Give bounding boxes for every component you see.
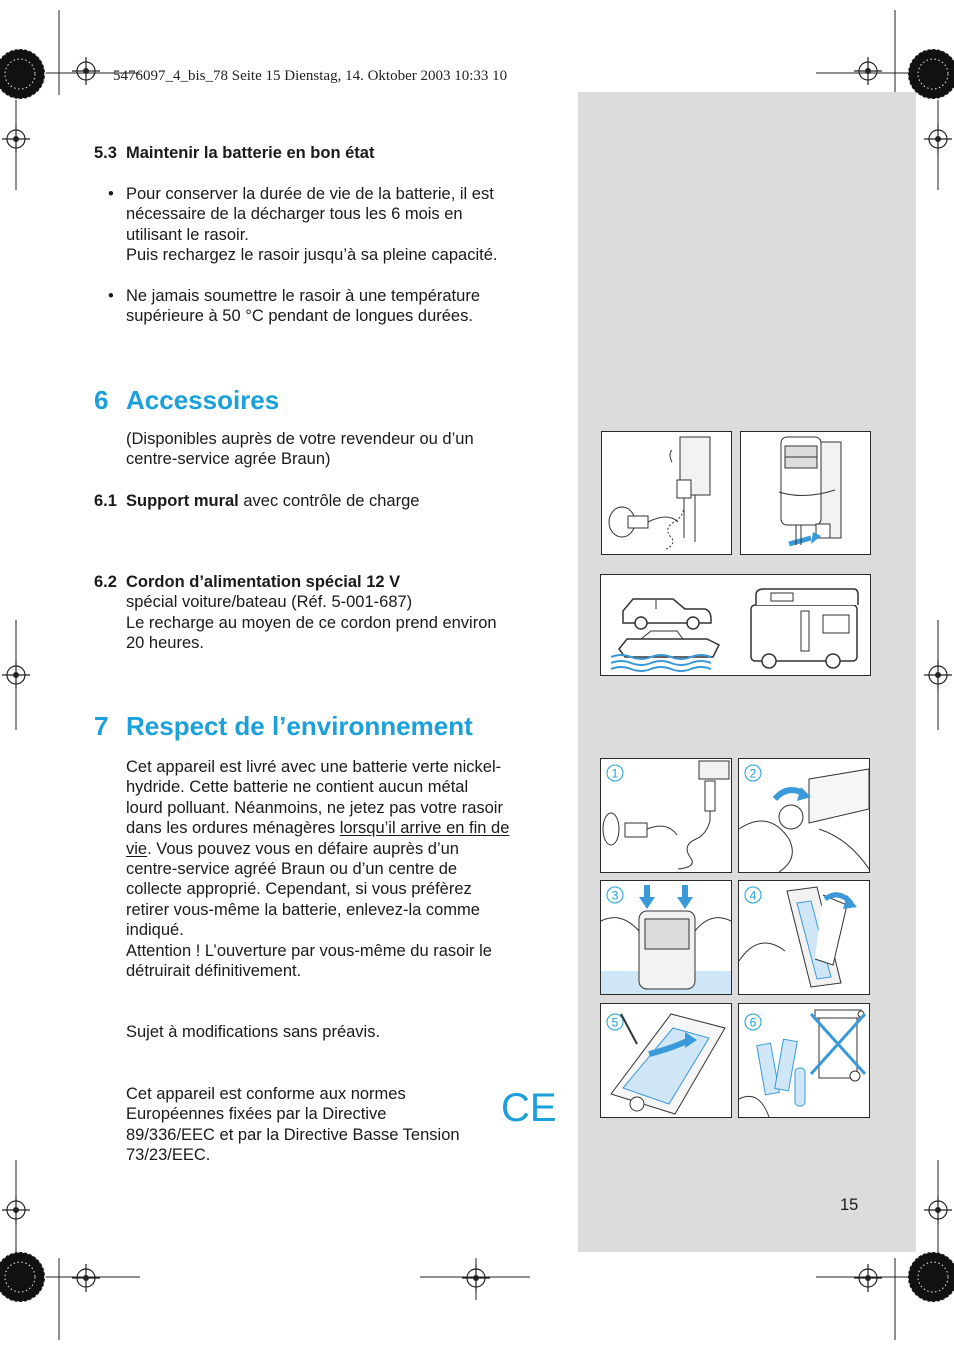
bullet-line: Pour conserver la durée de vie de la batterie, il est [126, 185, 494, 203]
step-number-3: 3 [611, 888, 619, 903]
ce-mark-icon [500, 1084, 557, 1130]
item-6-1-number: 6.1 [94, 492, 117, 510]
section-6-intro [126, 429, 546, 470]
section-7-title: Respect de l’environnement [126, 711, 473, 741]
body-line: indiqué. [126, 921, 184, 940]
step-number-1: 1 [611, 766, 619, 781]
step-figure-4 [738, 880, 870, 995]
body-line: lourd polluant. Néanmoins, ne jetez pas votre rasoir [126, 798, 503, 817]
modification-notice: Sujet à modifications sans préavis. [126, 1023, 381, 1041]
item-6-1-title: Support mural [126, 492, 239, 510]
bullet-line: Puis rechargez le rasoir jusqu’à sa pleine capacité. [126, 246, 498, 265]
section-5-3-title: Maintenir la batterie en bon état [126, 144, 375, 162]
bullet-line: utilisant le rasoir. [126, 225, 249, 244]
item-6-2-number: 6.2 [94, 573, 117, 591]
body-text-segment: . Vous pouvez vous en défaire auprès d’un [147, 839, 459, 858]
conformity-line: 89/336/EEC et par la Directive Basse Tension [126, 1125, 460, 1144]
conformity-line: Européennes fixées par la Directive [126, 1105, 387, 1124]
body-line: retirer vous-même la batterie, enlevez-la comme [126, 900, 480, 919]
body-line: Cet appareil est livré avec une batterie verte nickel- [126, 758, 502, 776]
step-number-4: 4 [749, 888, 757, 903]
body-line: centre-service agréé Braun ou d’un centre de [126, 860, 458, 879]
section-6-title: Accessoires [126, 385, 280, 415]
bullet-line: nécessaire de la décharger tous les 6 mois en [126, 205, 463, 224]
body-text-segment: dans les ordures ménagères [126, 819, 340, 838]
step-figure-5 [600, 1003, 732, 1118]
step-figure-3 [600, 880, 732, 995]
underlined-text: vie [126, 839, 148, 858]
section-5-3-number: 5.3 [94, 144, 117, 162]
item-6-2-line: spécial voiture/bateau (Réf. 5-001-687) [126, 593, 413, 612]
item-6-2-title: Cordon d’alimentation spécial 12 V [126, 573, 401, 591]
section-7-number: 7 [94, 711, 109, 741]
item-6-1 [126, 491, 419, 511]
page-number: 15 [840, 1196, 859, 1214]
section-6-number: 6 [94, 385, 109, 415]
section-7-body [126, 757, 556, 981]
step-figure-1 [600, 758, 732, 873]
bullet-symbol: • [108, 185, 114, 203]
conformity-text [126, 1084, 506, 1166]
body-line: collecte approprié. Cependant, si vous préfèrez [126, 880, 472, 899]
body-line: hydride. Cette batterie ne contient aucun métal [126, 778, 469, 797]
bullet-symbol: • [108, 287, 114, 305]
step-number-6: 6 [749, 1015, 757, 1030]
ce-mark-text: CE [501, 1086, 557, 1130]
item-6-2-line: Le recharge au moyen de ce cordon prend environ [126, 613, 497, 632]
intro-line: (Disponibles auprès de votre revendeur ou d’un [126, 430, 474, 448]
bullet-line: Ne jamais soumettre le rasoir à une température [126, 287, 480, 305]
intro-line: centre-service agrée Braun) [126, 450, 331, 469]
bullet-item [126, 286, 546, 327]
step-number-2: 2 [749, 766, 757, 781]
bullet-line: supérieure à 50 °C pendant de longues durées. [126, 307, 473, 326]
item-6-1-rest: avec contrôle de charge [238, 492, 420, 510]
body-line: Attention ! L’ouverture par vous-même du rasoir le [126, 941, 492, 960]
body-line [126, 839, 556, 859]
step-figure-6 [738, 1003, 870, 1118]
bullet-item [126, 184, 546, 266]
item-6-2 [126, 572, 546, 654]
conformity-line: 73/23/EEC. [126, 1146, 211, 1165]
car-boat-camper-figure [600, 574, 871, 676]
step-number-5: 5 [611, 1015, 619, 1030]
body-line [126, 818, 556, 838]
shaver-in-holder-figure [740, 431, 871, 555]
print-header: 5476097_4_bis_78 Seite 15 Dienstag, 14. Oktober 2003 10:33 10 [113, 68, 508, 84]
step-figure-2 [738, 758, 870, 873]
item-6-2-line: 20 heures. [126, 634, 204, 653]
underlined-text: lorsqu’il arrive en fin de [339, 819, 510, 838]
conformity-line: Cet appareil est conforme aux normes [126, 1085, 406, 1103]
body-line: détruirait définitivement. [126, 962, 302, 981]
wall-holder-figure [601, 431, 732, 555]
ce-mark-graphic [500, 1084, 557, 1130]
